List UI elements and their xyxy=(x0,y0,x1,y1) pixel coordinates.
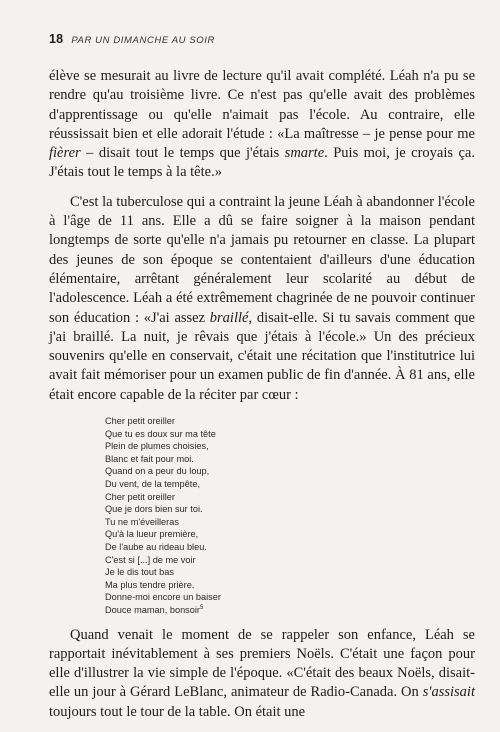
poem-line: Cher petit oreiller xyxy=(105,416,175,427)
text-run: Quand venait le moment de se rappeler son enfance, Léah se rapportait inévitablement à ses premiers Noëls. C'était une façon pour elle d'illustrer la vie simple de l'époque. «C'était des beaux Noëls, disait-elle un jour à Gérard LeBlanc, animateur de Radio-Canada. On xyxy=(49,626,475,701)
poem-line: Blanc et fait pour moi. xyxy=(105,453,194,464)
page-number: 18 xyxy=(49,32,64,46)
poem-block xyxy=(105,415,475,617)
italic-word: fièrer xyxy=(49,145,81,162)
poem-line: Ma plus tendre prière. xyxy=(105,579,195,590)
text-run: . Puis moi, je croyais ça. J'étais tout le temps à la tête.» xyxy=(49,145,475,181)
page-header xyxy=(49,30,215,48)
text-run: , disait-elle. Si tu savais comment que j'ai braillé. La nuit, je rêvais que j'étais à l'école.» Un des précieux souvenirs qu'elle en conservait, c'était une récitation que l'institutrice lui avait fait mémoriser pour un examen public de fin d'année. À 81 ans, elle était encore capable de la réciter par cœur : xyxy=(49,309,475,403)
poem-line: Donne-moi encore un baiser xyxy=(105,592,221,603)
poem-line: Quand on a peur du loup, xyxy=(105,466,210,477)
italic-word: s'assisait xyxy=(422,684,475,701)
text-run: – disait tout le temps que j'étais xyxy=(80,145,285,162)
italic-word: smarte xyxy=(284,145,325,162)
poem-line: Je le dis tout bas xyxy=(105,567,174,578)
poem-line: Du vent, de la tempête, xyxy=(105,479,200,490)
poem-line: Cher petit oreiller xyxy=(105,491,175,502)
text-run: toujours tout le tour de la table. On était une xyxy=(49,703,306,720)
running-title: PAR UN DIMANCHE AU SOIR xyxy=(71,35,215,46)
poem-line-text: Douce maman, bonsoir xyxy=(105,604,200,615)
poem-line xyxy=(105,604,475,617)
paragraph xyxy=(49,626,475,722)
poem-line: Que tu es doux sur ma tête xyxy=(105,428,216,439)
footnote-marker: 5 xyxy=(199,604,204,611)
poem-line: C'est si [...] de me voir xyxy=(105,554,196,565)
page-body xyxy=(49,67,475,732)
italic-word: braillé xyxy=(209,309,249,326)
paragraph xyxy=(49,193,475,405)
paragraph xyxy=(49,67,475,183)
poem-line: Qu'à la lueur première, xyxy=(105,529,199,540)
poem-line: Que je dors bien sur toi. xyxy=(105,504,203,515)
text-run: C'est la tuberculose qui a contraint la jeune Léah à abandonner l'école à l'âge de 11 ans. Elle a dû se faire soigner à la maison pendant longtemps de sorte qu'elle n'a jamais pu retourner en classe. La plupart des jeunes de son époque se contentaient d'ailleurs d'une éducation élémentaire, arrêtant généralement leur scolarité au début de l'adolescence. Léah a été extrêmement chagrinée de ne pouvoir continuer son éducation : «J'ai assez xyxy=(49,193,475,326)
poem-line: Plein de plumes choisies, xyxy=(105,441,209,452)
poem-line: Tu ne m'éveilleras xyxy=(105,516,179,527)
poem-line: De l'aube au rideau bleu. xyxy=(105,541,207,552)
text-run: élève se mesurait au livre de lecture qu'il avait complété. Léah n'a pu se rendre qu'au troisième livre. Ce n'est pas qu'elle avait des problèmes d'apprentissage ou qu'elle n'aimait pas l'école. Au contraire, elle réussissait bien et elle adorait l'étude : «La maîtresse – je pense pour me xyxy=(49,68,475,142)
